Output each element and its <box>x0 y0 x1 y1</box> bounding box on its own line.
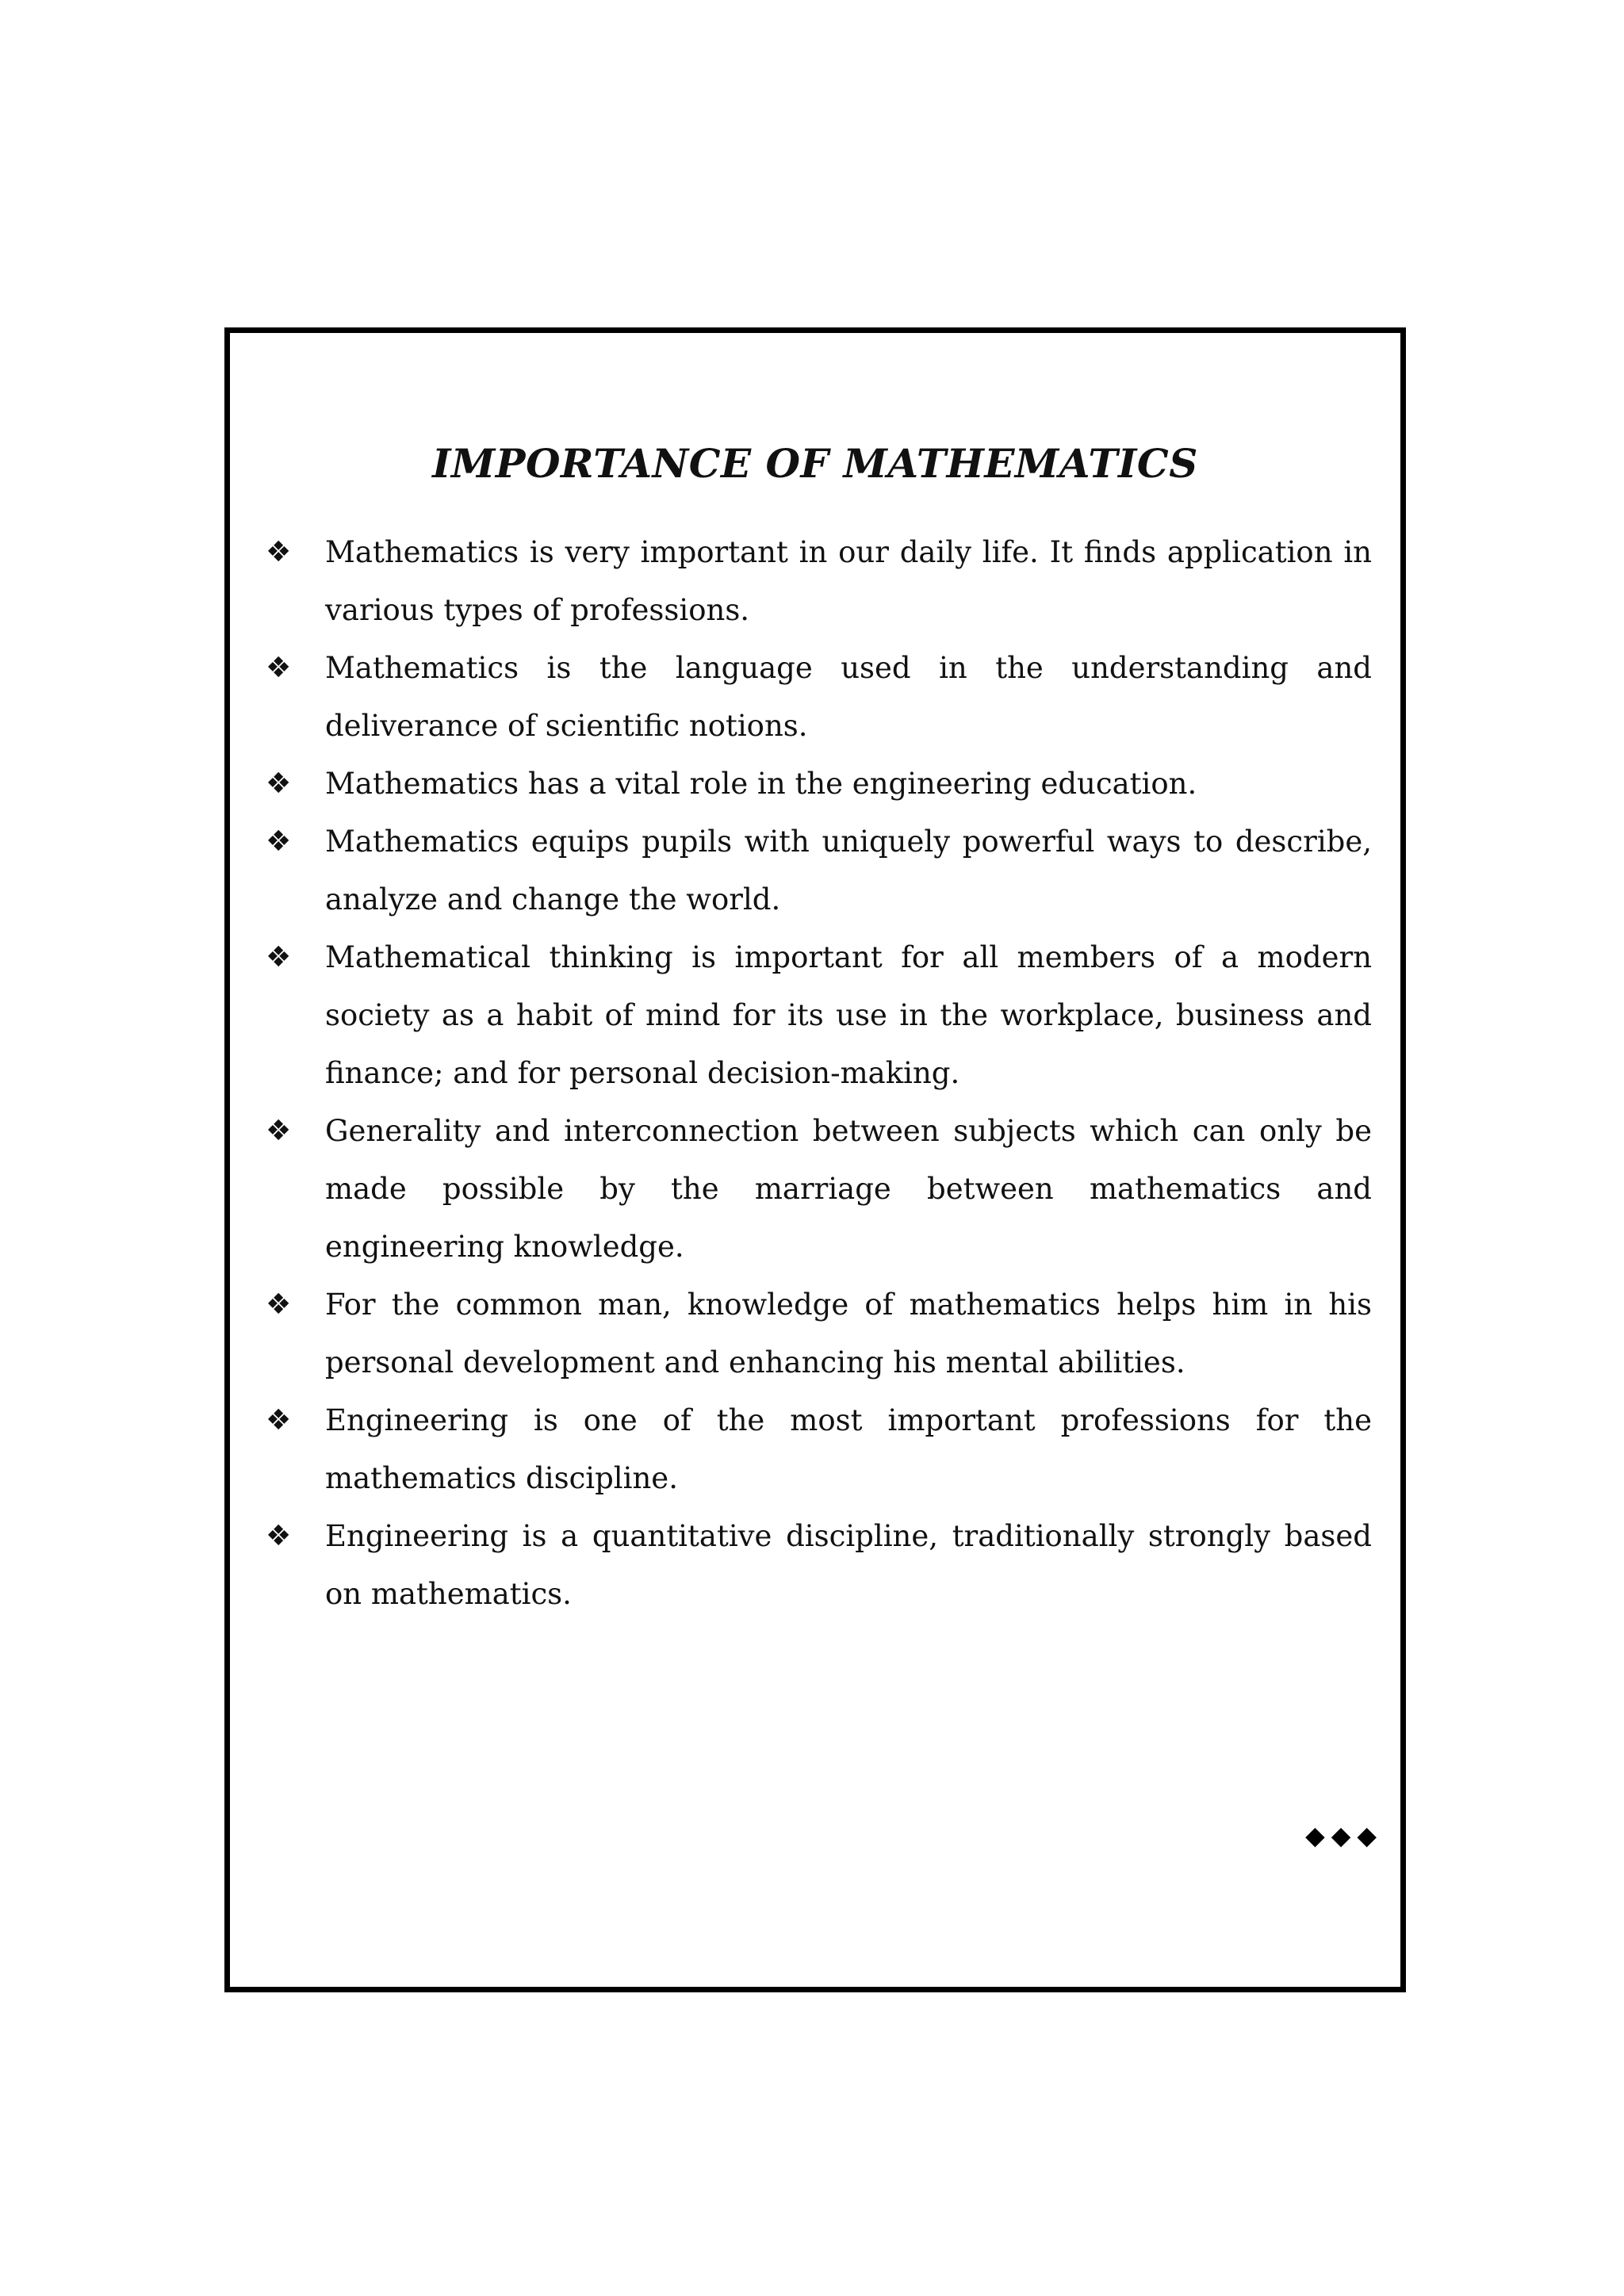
list-item-text: Mathematical thinking is important for all members of a modern society as a habit of mind for its use in the workplace, business and finance; and for personal decision-making. <box>325 940 1372 1090</box>
four-diamond-bullet-icon: ❖ <box>266 652 292 684</box>
list-item <box>266 755 1372 813</box>
list-item-text: Engineering is a quantitative discipline, traditionally strongly based on mathematics. <box>325 1519 1372 1611</box>
four-diamond-bullet-icon: ❖ <box>266 1520 292 1552</box>
list-item-text: For the common man, knowledge of mathematics helps him in his personal development and enhancing his mental abilities. <box>325 1288 1372 1380</box>
list-item <box>266 813 1372 928</box>
list-item-text: Engineering is one of the most important professions for the mathematics discipline. <box>325 1403 1372 1495</box>
list-item-text: Mathematics is very important in our daily life. It finds application in various types of professions. <box>325 535 1372 627</box>
list-item <box>266 639 1372 755</box>
list-item <box>266 1391 1372 1507</box>
list-item <box>266 1276 1372 1391</box>
end-of-section-diamonds-icon: ◆◆◆ <box>1305 1820 1383 1850</box>
four-diamond-bullet-icon: ❖ <box>266 1288 292 1321</box>
four-diamond-bullet-icon: ❖ <box>266 767 292 800</box>
list-item-text: Mathematics equips pupils with uniquely powerful ways to describe, analyze and change the world. <box>325 825 1372 916</box>
list-item <box>266 928 1372 1102</box>
four-diamond-bullet-icon: ❖ <box>266 1404 292 1437</box>
list-item <box>266 523 1372 639</box>
bullet-list <box>266 523 1372 1623</box>
list-item-text: Generality and interconnection between subjects which can only be made possible by the marriage between mathematics and engineering knowledge. <box>325 1114 1372 1264</box>
four-diamond-bullet-icon: ❖ <box>266 536 292 568</box>
four-diamond-bullet-icon: ❖ <box>266 941 292 974</box>
four-diamond-bullet-icon: ❖ <box>266 1115 292 1147</box>
four-diamond-bullet-icon: ❖ <box>266 825 292 858</box>
list-item-text: Mathematics is the language used in the understanding and deliverance of scientific notions. <box>325 651 1372 743</box>
page-title: IMPORTANCE OF MATHEMATICS <box>432 440 1198 487</box>
list-item <box>266 1507 1372 1623</box>
page-frame <box>224 327 1406 1992</box>
list-item-text: Mathematics has a vital role in the engineering education. <box>325 767 1197 801</box>
list-item <box>266 1102 1372 1276</box>
